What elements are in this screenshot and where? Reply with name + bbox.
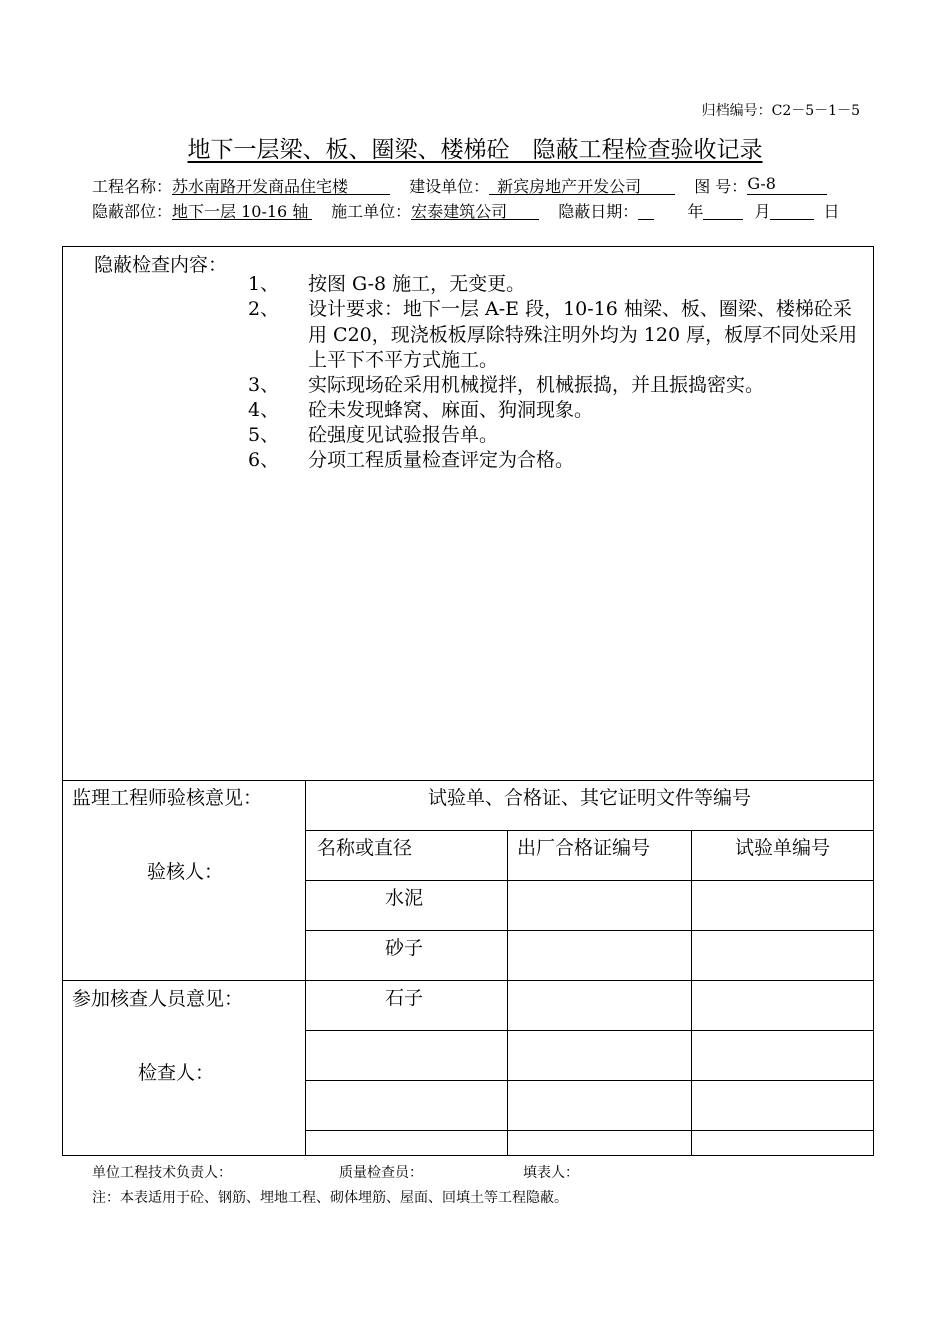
docs-column-divider-2	[691, 830, 692, 1156]
date-label: 隐蔽日期：	[558, 202, 639, 221]
year-blank	[703, 199, 743, 220]
form-title-text: 地下一层梁、板、圈梁、楼梯砼 隐蔽工程检查验收记录	[187, 137, 763, 163]
part-label: 隐蔽部位：	[92, 202, 173, 221]
form-title	[0, 131, 950, 164]
drawing-label: 图 号：	[694, 177, 748, 196]
docs-row-divider-2	[305, 930, 874, 931]
docs-row-divider-3	[305, 1030, 874, 1031]
filler-label: 填表人：	[523, 1165, 579, 1181]
docs-col-cert-no: 出厂合格证编号	[517, 837, 651, 859]
item-number: 1、	[248, 273, 280, 295]
item-text: 砼未发现蜂窝、麻面、狗洞现象。	[308, 399, 594, 421]
owner-value: 新宾房地产开发公司	[489, 174, 675, 195]
item-text: 实际现场砼采用机械搅拌，机械振捣，并且振捣密实。	[308, 374, 765, 396]
header-row-1	[92, 174, 827, 197]
inspector-label: 检查人：	[138, 1062, 215, 1084]
docs-row-cement: 水泥	[385, 887, 424, 909]
verifier-label: 验核人：	[147, 861, 224, 883]
docs-row-divider-1	[305, 880, 874, 881]
docs-row-sand: 砂子	[385, 937, 424, 959]
supervisor-opinion-label: 监理工程师验核意见：	[72, 787, 263, 809]
participants-opinion-label: 参加核查人员意见：	[72, 988, 244, 1010]
item-number: 6、	[248, 449, 280, 471]
archive-number: 归档编号：C2－5－1－5	[701, 103, 860, 119]
content-heading: 隐蔽检查内容：	[94, 254, 228, 276]
project-value: 苏水南路开发商品住宅楼	[172, 174, 390, 195]
content-divider	[62, 780, 874, 781]
item-text: 砼强度见试验报告单。	[308, 424, 499, 446]
contractor-label: 施工单位：	[331, 202, 412, 221]
form-note: 注：本表适用于砼、钢筋、埋地工程、砌体埋筋、屋面、回填土等工程隐蔽。	[92, 1190, 568, 1206]
docs-col-name: 名称或直径	[317, 837, 413, 859]
year-label: 年	[687, 202, 704, 221]
item-number: 3、	[248, 374, 280, 396]
docs-row-stone: 石子	[385, 987, 424, 1009]
drawing-value: G-8	[747, 174, 827, 195]
day-label: 日	[823, 202, 840, 221]
owner-label: 建设单位：	[409, 177, 490, 196]
docs-row-divider-5	[305, 1130, 874, 1131]
docs-col-test-no: 试验单编号	[734, 837, 830, 859]
docs-title-divider	[305, 830, 874, 831]
item-number: 4、	[248, 399, 280, 421]
project-label: 工程名称：	[92, 177, 173, 196]
item-text: 按图 G-8 施工，无变更。	[308, 273, 526, 295]
section-divider	[62, 980, 874, 981]
qc-label: 质量检查员：	[339, 1165, 423, 1181]
header-row-2	[92, 199, 840, 222]
item-number: 5、	[248, 424, 280, 446]
docs-row-divider-4	[305, 1080, 874, 1081]
item-number: 2、	[248, 298, 280, 320]
docs-table-title: 试验单、合格证、其它证明文件等编号	[427, 787, 751, 809]
left-column-divider	[305, 780, 306, 1156]
date-blank	[638, 199, 654, 220]
contractor-value: 宏泰建筑公司	[411, 199, 539, 220]
part-value: 地下一层 10-16 轴	[172, 199, 312, 220]
docs-column-divider-1	[507, 830, 508, 1156]
item-text: 设计要求：地下一层 A-E 段，10-16 柚梁、板、圈梁、楼梯砼采用 C20，现浇板板厚除特殊注明外均为 120 厚，板厚不同处采用上平下不平方式施工。	[308, 298, 858, 371]
month-label: 月	[754, 202, 771, 221]
item-text: 分项工程质量检查评定为合格。	[308, 449, 575, 471]
month-blank	[770, 199, 814, 220]
tech-lead-label: 单位工程技术负责人：	[92, 1165, 232, 1181]
